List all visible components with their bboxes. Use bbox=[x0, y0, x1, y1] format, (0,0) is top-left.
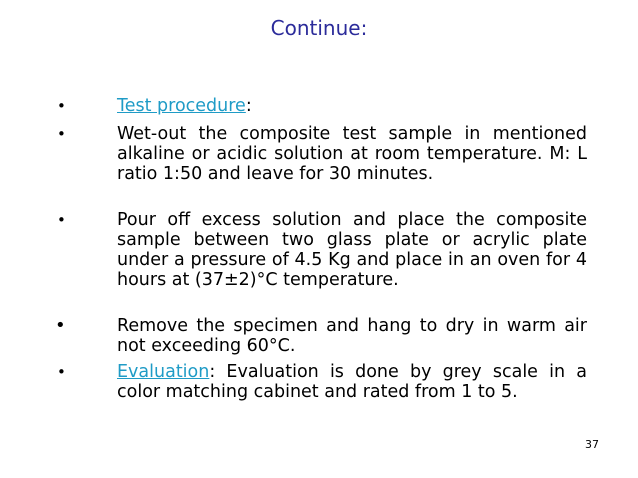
bullet-text: Pour off excess solution and place the composite sample between two glass plate or acrylic plate under a pressure of 4.5 Kg and place in an oven for 4 hours at (37±2)°C temperature. bbox=[117, 210, 587, 290]
evaluation-heading: Evaluation bbox=[117, 362, 210, 382]
slide-title: Continue: bbox=[270, 16, 368, 40]
bullet-marker: • bbox=[57, 363, 66, 381]
bullet-marker: • bbox=[55, 315, 66, 336]
bullet-text bbox=[117, 362, 587, 402]
heading-colon: : bbox=[245, 96, 252, 116]
bullet-text: Wet-out the composite test sample in mentioned alkaline or acidic solution at room temperature. M: L ratio 1:50 and leave for 30 minutes. bbox=[117, 124, 587, 184]
bullet-text bbox=[117, 96, 587, 116]
test-procedure-heading: Test procedure bbox=[117, 96, 246, 116]
evaluation-body: : Evaluation is done by grey scale in a color matching cabinet and rated from 1 to 5. bbox=[117, 362, 587, 402]
bullet-marker: • bbox=[57, 97, 66, 115]
page-number: 37 bbox=[585, 438, 599, 451]
bullet-text: Remove the specimen and hang to dry in warm air not exceeding 60°C. bbox=[117, 316, 587, 356]
bullet-marker: • bbox=[57, 211, 66, 229]
bullet-marker: • bbox=[57, 125, 66, 143]
